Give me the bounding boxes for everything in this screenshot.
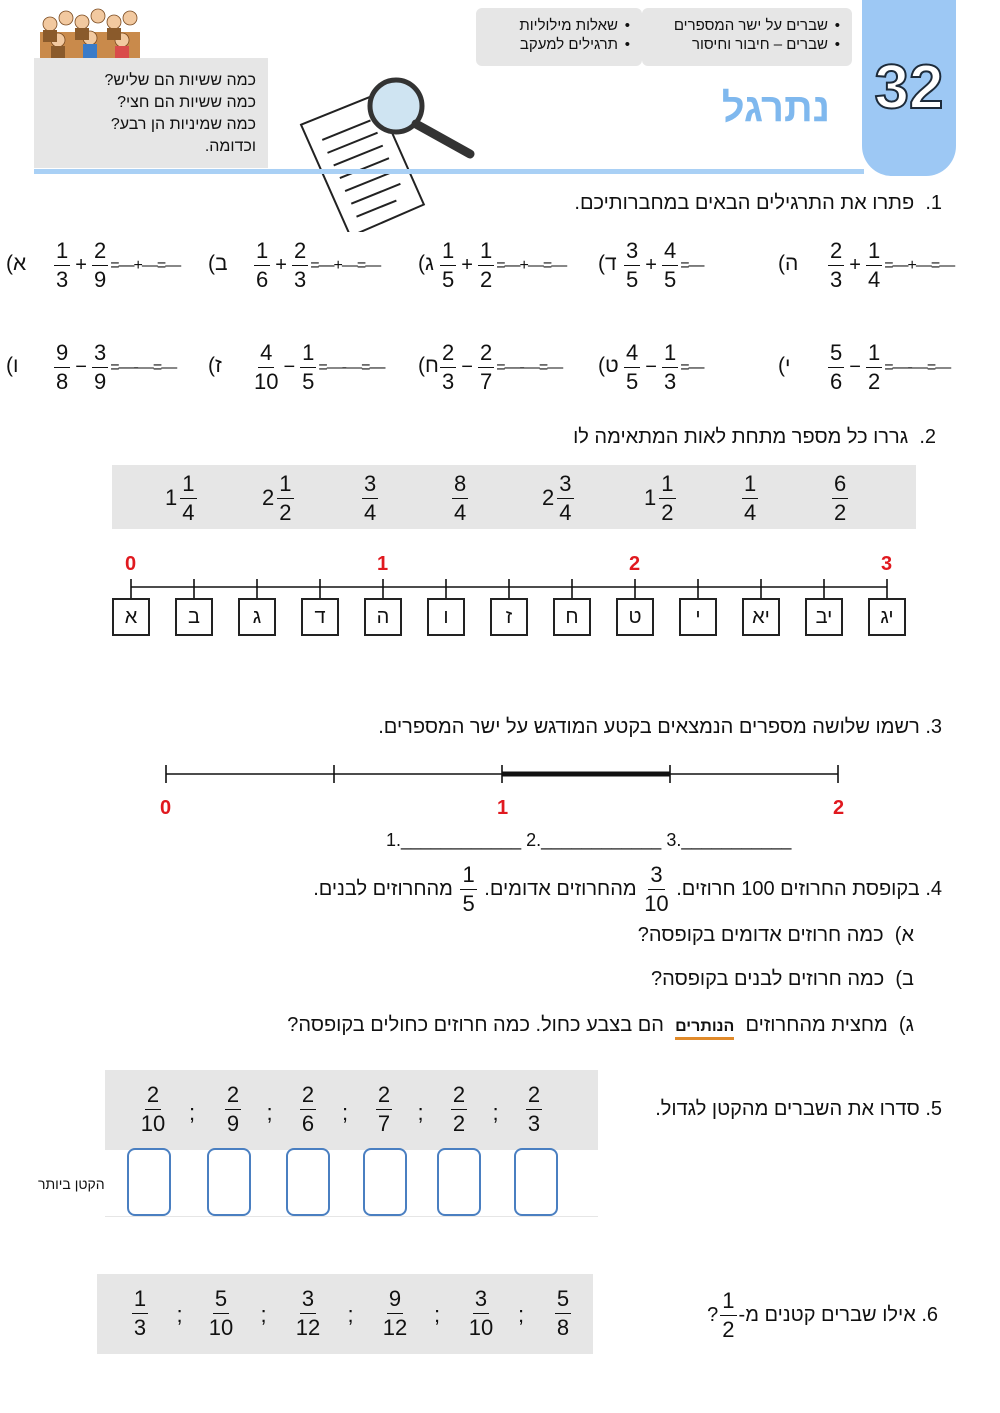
page-title: נתרגל — [721, 86, 830, 130]
q1-answer-blank[interactable]: =—-—=— — [496, 358, 563, 376]
q5-fraction-value: 2 10 — [140, 1082, 166, 1136]
q5-separator: ; — [342, 1100, 349, 1125]
q1-operator: + — [75, 254, 87, 276]
q4-text-b: מהחרוזים אדומים. — [484, 878, 637, 900]
q3-number: 3. — [925, 716, 942, 738]
q6-fraction-value: 5 8 — [556, 1286, 570, 1340]
q5-number: 5. — [925, 1098, 942, 1120]
topics-box-right — [642, 8, 852, 66]
q1-fraction-b: $\frac{4}{5}$ — [663, 238, 677, 292]
q6-half-fraction: 1 2 — [722, 1288, 735, 1342]
q3-heading — [378, 716, 942, 739]
q5-smallest-label: הקטן ביותר — [38, 1176, 105, 1192]
q1-exercise-label: ח) — [418, 354, 439, 377]
q1-fraction-a: 2 3 — [442, 340, 455, 394]
topic-item: • שברים על ישר המספרים — [656, 16, 828, 35]
q1-fraction-a: 1 3 — [56, 238, 69, 292]
intro-line: כמה ששיות הם חצי? — [117, 94, 256, 111]
q1-answer-blank[interactable]: =— — [680, 256, 704, 274]
q3-answer-1[interactable]: 1.____________ — [386, 830, 522, 850]
q1-fraction-b: $\frac{1}{2}$ — [479, 238, 493, 292]
q3-answer-3[interactable]: 3.___________ — [666, 830, 792, 850]
lesson-number-tab — [862, 0, 956, 176]
q1-operator: + — [645, 254, 657, 276]
q4-sub-c: ג) מחצית מהחרוזים הנותרים הם בצבע כחול. כמה חרוזים כחולים בקופסה? — [287, 1014, 914, 1037]
q4-text-c: מהחרוזים לבנים. — [313, 878, 453, 900]
q2-letter-box[interactable]: ב — [175, 598, 213, 636]
q2-letter-box[interactable]: יא — [742, 598, 780, 636]
q1-answer-blank[interactable]: =— — [680, 358, 704, 376]
topic-item: • שברים – חיבור וחיסור — [656, 35, 828, 54]
q5-answer-box[interactable] — [514, 1148, 558, 1216]
q5-answer-box[interactable] — [127, 1148, 171, 1216]
q1-exercise-label: ז) — [208, 354, 222, 377]
q1-exercise-label: ו) — [6, 354, 19, 377]
q1-exercise-label: ג) — [418, 252, 434, 275]
q5-fraction — [514, 1084, 554, 1135]
q5-separator: ; — [266, 1100, 273, 1125]
q6-heading — [707, 1290, 938, 1341]
q1-text: פתרו את התרגילים הבאים במחברותיכם. — [574, 192, 915, 214]
q3-answer-lines — [386, 830, 791, 851]
q1-operator: + — [849, 254, 861, 276]
q1-answer-blank[interactable]: =—-—=— — [110, 358, 177, 376]
q1-fraction-b: $\frac{3}{9}$ — [93, 340, 107, 394]
q5-fraction-value: 2 2 — [452, 1082, 466, 1136]
q6-fraction[interactable] — [543, 1288, 583, 1339]
q2-card-fraction: 1 2 — [661, 470, 674, 525]
q1-operator: − — [645, 356, 657, 378]
topic-item: • תרגילים למעקב — [490, 35, 618, 54]
q4-number: 4. — [925, 878, 942, 900]
q5-fraction — [288, 1084, 328, 1135]
q2-number-card[interactable] — [740, 470, 760, 526]
q1-fraction-b: $\frac{1}{3}$ — [663, 340, 677, 394]
q2-card-fraction: 1 2 — [279, 470, 292, 525]
children-group-illustration — [40, 2, 140, 60]
q1-exercise — [52, 240, 180, 291]
q1-exercise — [252, 342, 384, 393]
q2-number-card[interactable] — [360, 470, 380, 526]
q1-operator: − — [849, 356, 861, 378]
q5-answer-box[interactable] — [363, 1148, 407, 1216]
q4-emphasis-remaining: הנותרים — [675, 1018, 734, 1040]
q1-answer-blank[interactable]: =—+—=— — [310, 256, 381, 274]
q1-fraction-b: $\frac{1}{4}$ — [867, 238, 881, 292]
q1-fraction-b: $\frac{2}{3}$ — [293, 238, 307, 292]
q1-answer-blank[interactable]: =—+—=— — [884, 256, 955, 274]
q1-fraction-a: 3 5 — [626, 238, 639, 292]
q2-card-whole: 2 — [542, 485, 555, 510]
q2-card-fraction: 6 2 — [834, 470, 847, 525]
q3-axis-number: 0 — [160, 797, 172, 819]
q1-operator: − — [75, 356, 87, 378]
q2-card-fraction: 8 4 — [454, 470, 467, 525]
q6-fraction-value: 3 10 — [468, 1286, 494, 1340]
q2-letter-box[interactable]: ד — [301, 598, 339, 636]
q5-fraction — [439, 1084, 479, 1135]
q3-axis-number: 2 — [833, 797, 845, 819]
q4-fraction-white: 1 5 — [462, 862, 475, 916]
q6-fraction-value: 3 12 — [295, 1286, 321, 1340]
q1-exercise — [52, 342, 176, 393]
intro-box — [34, 58, 268, 168]
q1-operator: − — [283, 356, 296, 378]
q4-text-a: בקופסת החרוזים 100 חרוזים. — [676, 878, 920, 900]
q1-exercise — [438, 342, 562, 393]
q1-exercise — [252, 240, 380, 291]
q6-separator: ; — [347, 1302, 354, 1327]
q2-letter-box[interactable]: ז — [490, 598, 528, 636]
q5-answer-box[interactable] — [286, 1148, 330, 1216]
q5-separator: ; — [492, 1100, 499, 1125]
q1-exercise-label: א) — [6, 252, 27, 275]
q3-text: רשמו שלושה מספרים הנמצאים בקטע המודגש על ישר המספרים. — [378, 716, 920, 738]
q1-fraction-b: $\frac{2}{7}$ — [479, 340, 493, 394]
q1-exercise — [622, 240, 704, 291]
q2-card-fraction: 3 4 — [559, 470, 572, 525]
q6-fraction[interactable] — [288, 1288, 328, 1339]
q1-exercise-label: ב) — [208, 252, 228, 275]
q2-number-card[interactable] — [542, 470, 576, 526]
q5-separator: ; — [417, 1100, 424, 1125]
q4-heading — [313, 864, 942, 915]
q5-answer-box[interactable] — [437, 1148, 481, 1216]
q1-exercise-label: ה) — [778, 252, 799, 275]
q2-text: גררו כל מספר מתחת לאות המתאימה לו — [573, 426, 909, 448]
intro-line: וכדומה. — [204, 138, 256, 155]
q5-fraction-value: 2 3 — [527, 1082, 541, 1136]
q2-card-whole: 1 — [644, 485, 657, 510]
q5-separator: ; — [189, 1100, 196, 1125]
magnifier-document-illustration — [298, 62, 478, 232]
q2-card-whole: 1 — [165, 485, 178, 510]
q2-number-card[interactable] — [644, 470, 678, 526]
topics-box-left — [476, 8, 642, 66]
q1-operator: + — [461, 254, 473, 276]
q6-separator: ; — [176, 1302, 183, 1327]
q2-axis-number: 0 — [125, 553, 137, 575]
q3-answer-2[interactable]: 2.____________ — [526, 830, 662, 850]
q4-sub-a: א) כמה חרוזים אדומים בקופסה? — [637, 924, 914, 946]
lesson-number: 32 — [874, 53, 944, 122]
q5-fraction — [133, 1084, 173, 1135]
q2-letter-box[interactable]: ט — [616, 598, 654, 636]
q3-number-line — [0, 760, 1000, 790]
q5-answer-box[interactable] — [207, 1148, 251, 1216]
q1-answer-blank[interactable]: =—-—=— — [884, 358, 951, 376]
q6-separator: ; — [434, 1302, 441, 1327]
q4-sub-b: ב) כמה חרוזים לבנים בקופסה? — [651, 968, 914, 990]
q2-letter-box[interactable]: י — [679, 598, 717, 636]
q1-exercise-label: י) — [778, 354, 791, 377]
q5-divider — [105, 1216, 598, 1217]
q6-fraction-value: 9 12 — [382, 1286, 408, 1340]
q6-text: אילו שברים קטנים מ- — [738, 1304, 916, 1326]
q5-fraction-value: 2 7 — [377, 1082, 391, 1136]
q2-axis-number: 2 — [629, 553, 641, 575]
q1-fraction-a: 4 10 — [254, 340, 279, 394]
q1-exercise — [826, 342, 950, 393]
q5-fraction — [364, 1084, 404, 1135]
q1-heading — [574, 192, 942, 215]
q1-exercise-label: ט) — [598, 354, 619, 377]
q2-letter-box[interactable]: ה — [364, 598, 402, 636]
q4-fraction-red: 3 10 — [644, 862, 669, 916]
q2-heading — [573, 426, 936, 449]
q6-fraction[interactable] — [461, 1288, 501, 1339]
q2-axis-number: 1 — [377, 553, 389, 575]
q1-answer-blank[interactable]: =—-—=— — [318, 358, 385, 376]
q6-separator: ; — [260, 1302, 267, 1327]
q6-fraction-value: 5 10 — [208, 1286, 234, 1340]
q2-axis-number: 3 — [881, 553, 893, 575]
q1-fraction-a: 1 6 — [256, 238, 269, 292]
q1-fraction-a: 1 5 — [442, 238, 455, 292]
q5-text: סדרו את השברים מהקטן לגדול. — [655, 1098, 920, 1120]
q1-answer-blank[interactable]: =—+—=— — [496, 256, 567, 274]
q1-exercise — [438, 240, 566, 291]
q1-exercise-label: ד) — [598, 252, 617, 275]
q1-exercise — [622, 342, 704, 393]
q5-fraction — [213, 1084, 253, 1135]
q5-fraction-value: 2 9 — [226, 1082, 240, 1136]
topic-item: • שאלות מילוליות — [490, 16, 618, 35]
q2-cards-bar — [112, 465, 916, 529]
q1-exercise — [826, 240, 954, 291]
q6-qmark: ? — [707, 1304, 719, 1326]
q2-letter-box[interactable]: א — [112, 598, 150, 636]
q2-letter-box[interactable]: יב — [805, 598, 843, 636]
q6-fraction-value: 1 3 — [133, 1286, 147, 1340]
q1-fraction-a: 2 3 — [830, 238, 843, 292]
q2-number-card[interactable] — [165, 470, 199, 526]
q1-fraction-a: 4 5 — [626, 340, 639, 394]
q1-answer-blank[interactable]: =—+—=— — [110, 256, 181, 274]
q5-heading — [655, 1098, 942, 1121]
q6-number: 6. — [921, 1304, 938, 1326]
q6-fraction[interactable] — [375, 1288, 415, 1339]
q1-fraction-b: $\frac{1}{5}$ — [302, 340, 315, 394]
q1-number: 1. — [925, 192, 942, 214]
q2-number: 2. — [919, 426, 936, 448]
q1-operator: + — [275, 254, 287, 276]
q2-number-card[interactable] — [450, 470, 470, 526]
q1-fraction-a: 9 8 — [56, 340, 69, 394]
intro-line: כמה שמיניות הן רבע? — [110, 116, 256, 133]
q2-letter-box[interactable]: יג — [868, 598, 906, 636]
q2-letter-box[interactable]: ג — [238, 598, 276, 636]
q6-separator: ; — [518, 1302, 525, 1327]
q1-operator: − — [461, 356, 473, 378]
q1-fraction-a: 5 6 — [830, 340, 843, 394]
q1-fraction-b: $\frac{2}{9}$ — [93, 238, 107, 292]
intro-line: כמה ששיות הם שליש? — [104, 72, 256, 89]
q5-fraction-value: 2 6 — [301, 1082, 315, 1136]
header-divider — [34, 169, 864, 174]
q2-card-fraction: 1 4 — [182, 470, 195, 525]
q2-letter-box[interactable]: ו — [427, 598, 465, 636]
q2-card-whole: 2 — [262, 485, 275, 510]
q6-fraction[interactable] — [120, 1288, 160, 1339]
q3-axis-number: 1 — [497, 797, 509, 819]
q6-fraction[interactable] — [201, 1288, 241, 1339]
q2-card-fraction: 3 4 — [364, 470, 377, 525]
q2-number-card[interactable] — [830, 470, 850, 526]
q2-number-card[interactable] — [262, 470, 296, 526]
q1-fraction-b: $\frac{1}{2}$ — [867, 340, 881, 394]
q2-card-fraction: 1 4 — [744, 470, 757, 525]
q2-letter-box[interactable]: ח — [553, 598, 591, 636]
